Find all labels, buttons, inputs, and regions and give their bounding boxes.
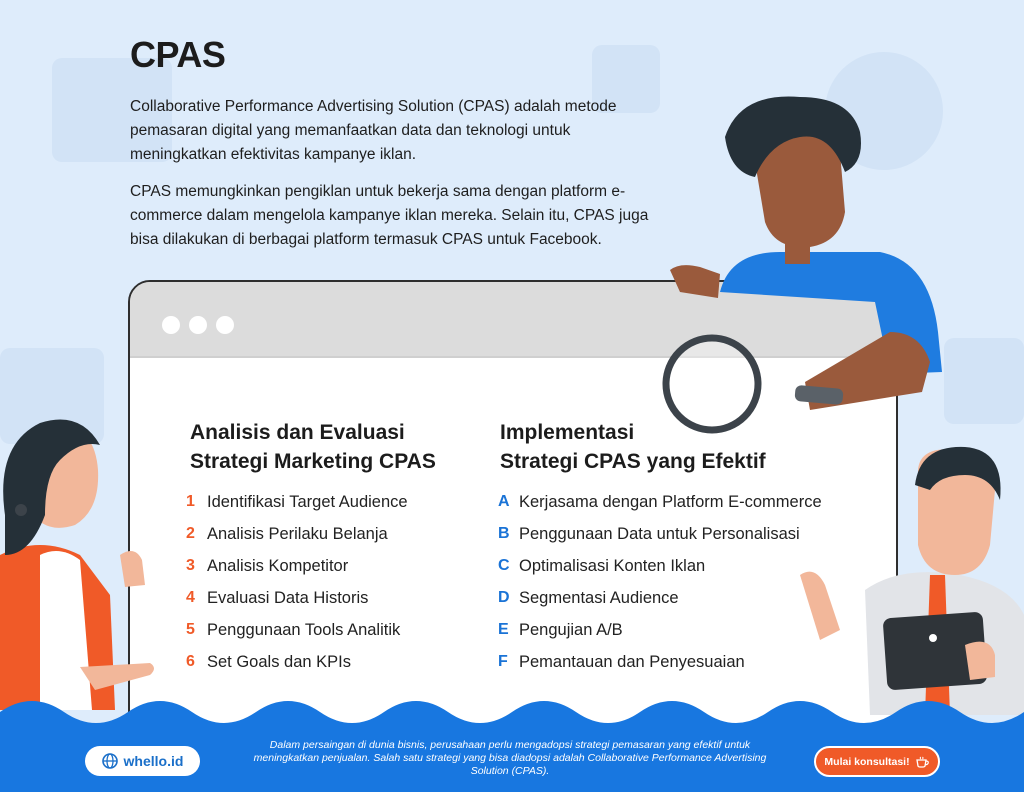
decorative-window-right (944, 338, 1024, 424)
list-marker: A (498, 493, 510, 510)
list-item (186, 550, 408, 582)
list-marker: C (498, 557, 510, 574)
logo-text: whello.id (123, 753, 184, 769)
list-item (186, 486, 408, 518)
list-item-label: Segmentasi Audience (519, 588, 679, 607)
list-item (498, 582, 822, 614)
right-title-line-2: Strategi CPAS yang Efektif (500, 450, 766, 473)
list-item (498, 486, 822, 518)
woman-pointing-illustration (0, 415, 160, 710)
list-item-label: Penggunaan Data untuk Personalisasi (519, 524, 800, 543)
list-item-label: Analisis Kompetitor (207, 556, 349, 575)
list-item (498, 614, 822, 646)
consultation-button[interactable] (814, 746, 940, 777)
window-dot-2 (189, 316, 207, 334)
list-item (186, 582, 408, 614)
footer-description: Dalam persaingan di dunia bisnis, perusahaan perlu mengadopsi strategi pemasaran yang efektif untuk meningkatkan penjualan. Salah satu strategi yang bisa diadopsi adalah Collaborative Performance Advertising Solution (CPAS). (253, 739, 767, 777)
list-marker: 1 (186, 493, 195, 510)
list-item-label: Kerjasama dengan Platform E-commerce (519, 492, 822, 511)
list-item (498, 646, 822, 678)
page-title: CPAS (130, 34, 226, 75)
left-column-title (190, 418, 436, 476)
list-item-label: Identifikasi Target Audience (207, 492, 408, 511)
globe-icon (102, 753, 118, 769)
list-item-label: Optimalisasi Konten Iklan (519, 556, 706, 575)
list-marker: 2 (186, 525, 195, 542)
list-marker: 6 (186, 653, 195, 670)
intro-paragraph-2: CPAS memungkinkan pengiklan untuk bekerja sama dengan platform e-commerce dalam mengelola kampanye iklan mereka. Selain itu, CPAS juga bisa dilakukan di berbagai platform termasuk CPAS untuk Facebook. (130, 183, 649, 248)
man-with-tablet-illustration (790, 445, 1024, 715)
consultation-button-label: Mulai konsultasi! (824, 755, 910, 768)
list-item-label: Evaluasi Data Historis (207, 588, 369, 607)
whello-logo[interactable] (85, 746, 200, 776)
left-title-line-1: Analisis dan Evaluasi (190, 421, 405, 444)
left-title-line-2: Strategi Marketing CPAS (190, 450, 436, 473)
window-dot-1 (162, 316, 180, 334)
list-item (498, 550, 822, 582)
man-with-magnifier-illustration (660, 92, 950, 437)
list-item-label: Pengujian A/B (519, 620, 623, 639)
list-item-label: Pemantauan dan Penyesuaian (519, 652, 745, 671)
list-item (186, 518, 408, 550)
intro-paragraph-1: Collaborative Performance Advertising Solution (CPAS) adalah metode pemasaran digital yang memanfaatkan data dan teknologi untuk meningkatkan efektivitas kampanye iklan. (130, 98, 617, 163)
list-item (186, 614, 408, 646)
list-marker: B (498, 525, 510, 542)
implementation-steps-list (498, 486, 822, 678)
list-item (498, 518, 822, 550)
list-item-label: Analisis Perilaku Belanja (207, 524, 388, 543)
coffee-cup-icon (916, 756, 930, 768)
list-marker: 3 (186, 557, 195, 574)
window-dot-3 (216, 316, 234, 334)
list-item (186, 646, 408, 678)
list-marker: F (498, 653, 508, 670)
list-marker: E (498, 621, 509, 638)
right-title-line-1: Implementasi (500, 421, 635, 444)
right-column-title (500, 418, 766, 476)
list-marker: 5 (186, 621, 195, 638)
list-marker: D (498, 589, 510, 606)
list-item-label: Set Goals dan KPIs (207, 652, 351, 671)
list-marker: 4 (186, 589, 195, 606)
list-item-label: Penggunaan Tools Analitik (207, 620, 401, 639)
analysis-steps-list (186, 486, 408, 678)
